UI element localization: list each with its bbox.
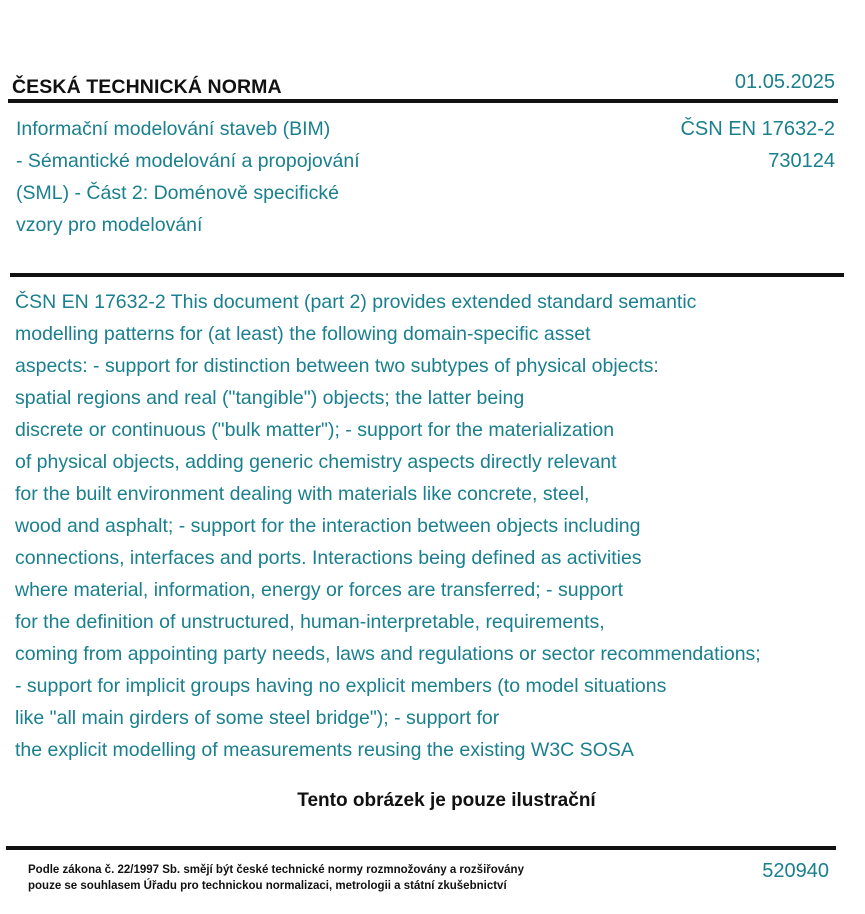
publication-date: 01.05.2025 bbox=[734, 71, 835, 93]
abstract-line: discrete or continuous ("bulk matter"); - support for the materialization bbox=[15, 419, 615, 441]
abstract-line: coming from appointing party needs, laws and regulations or sector recommendations; bbox=[15, 643, 761, 665]
standard-designation: ČSN EN 17632-2 bbox=[680, 118, 835, 140]
section-divider bbox=[10, 273, 844, 277]
abstract-line: of physical objects, adding generic chemistry aspects directly relevant bbox=[15, 451, 617, 473]
abstract-line: for the definition of unstructured, human-interpretable, requirements, bbox=[15, 611, 605, 633]
standard-codes bbox=[680, 113, 835, 177]
classification-number: 730124 bbox=[768, 150, 835, 172]
abstract-line: - support for implicit groups having no explicit members (to model situations bbox=[15, 675, 667, 697]
abstract-line: connections, interfaces and ports. Interactions being defined as activities bbox=[15, 547, 642, 569]
abstract-line: spatial regions and real ("tangible") objects; the latter being bbox=[15, 387, 525, 409]
standard-title bbox=[16, 113, 436, 241]
abstract-line: for the built environment dealing with materials like concrete, steel, bbox=[15, 483, 590, 505]
abstract-line: ČSN EN 17632-2 This document (part 2) provides extended standard semantic bbox=[15, 291, 697, 313]
abstract-text bbox=[15, 286, 761, 766]
legal-notice bbox=[28, 862, 524, 894]
document-heading: ČESKÁ TECHNICKÁ NORMA bbox=[12, 76, 282, 98]
standard-title-line: (SML) - Část 2: Doménově specifické bbox=[16, 182, 339, 204]
standard-title-line: Informační modelování staveb (BIM) bbox=[16, 118, 331, 140]
illustration-notice: Tento obrázek je pouze ilustrační bbox=[297, 790, 596, 811]
header-divider bbox=[8, 99, 838, 103]
abstract-line: wood and asphalt; - support for the interaction between objects including bbox=[15, 515, 641, 537]
standard-title-line: - Sémantické modelování a propojování bbox=[16, 150, 360, 172]
catalog-number: 520940 bbox=[762, 860, 829, 882]
abstract-line: modelling patterns for (at least) the following domain-specific asset bbox=[15, 323, 591, 345]
legal-notice-line: Podle zákona č. 22/1997 Sb. smějí být české technické normy rozmnožovány a rozšiřovány bbox=[28, 864, 524, 876]
abstract-line: like "all main girders of some steel bridge"); - support for bbox=[15, 707, 500, 729]
abstract-line: aspects: - support for distinction between two subtypes of physical objects: bbox=[15, 355, 659, 377]
legal-notice-line: pouze se souhlasem Úřadu pro technickou normalizaci, metrologii a státní zkušebnictví bbox=[28, 880, 507, 892]
footer-divider bbox=[6, 846, 836, 850]
abstract-line: where material, information, energy or forces are transferred; - support bbox=[15, 579, 624, 601]
standard-title-line: vzory pro modelování bbox=[16, 214, 203, 236]
abstract-line: the explicit modelling of measurements reusing the existing W3C SOSA bbox=[15, 739, 634, 761]
